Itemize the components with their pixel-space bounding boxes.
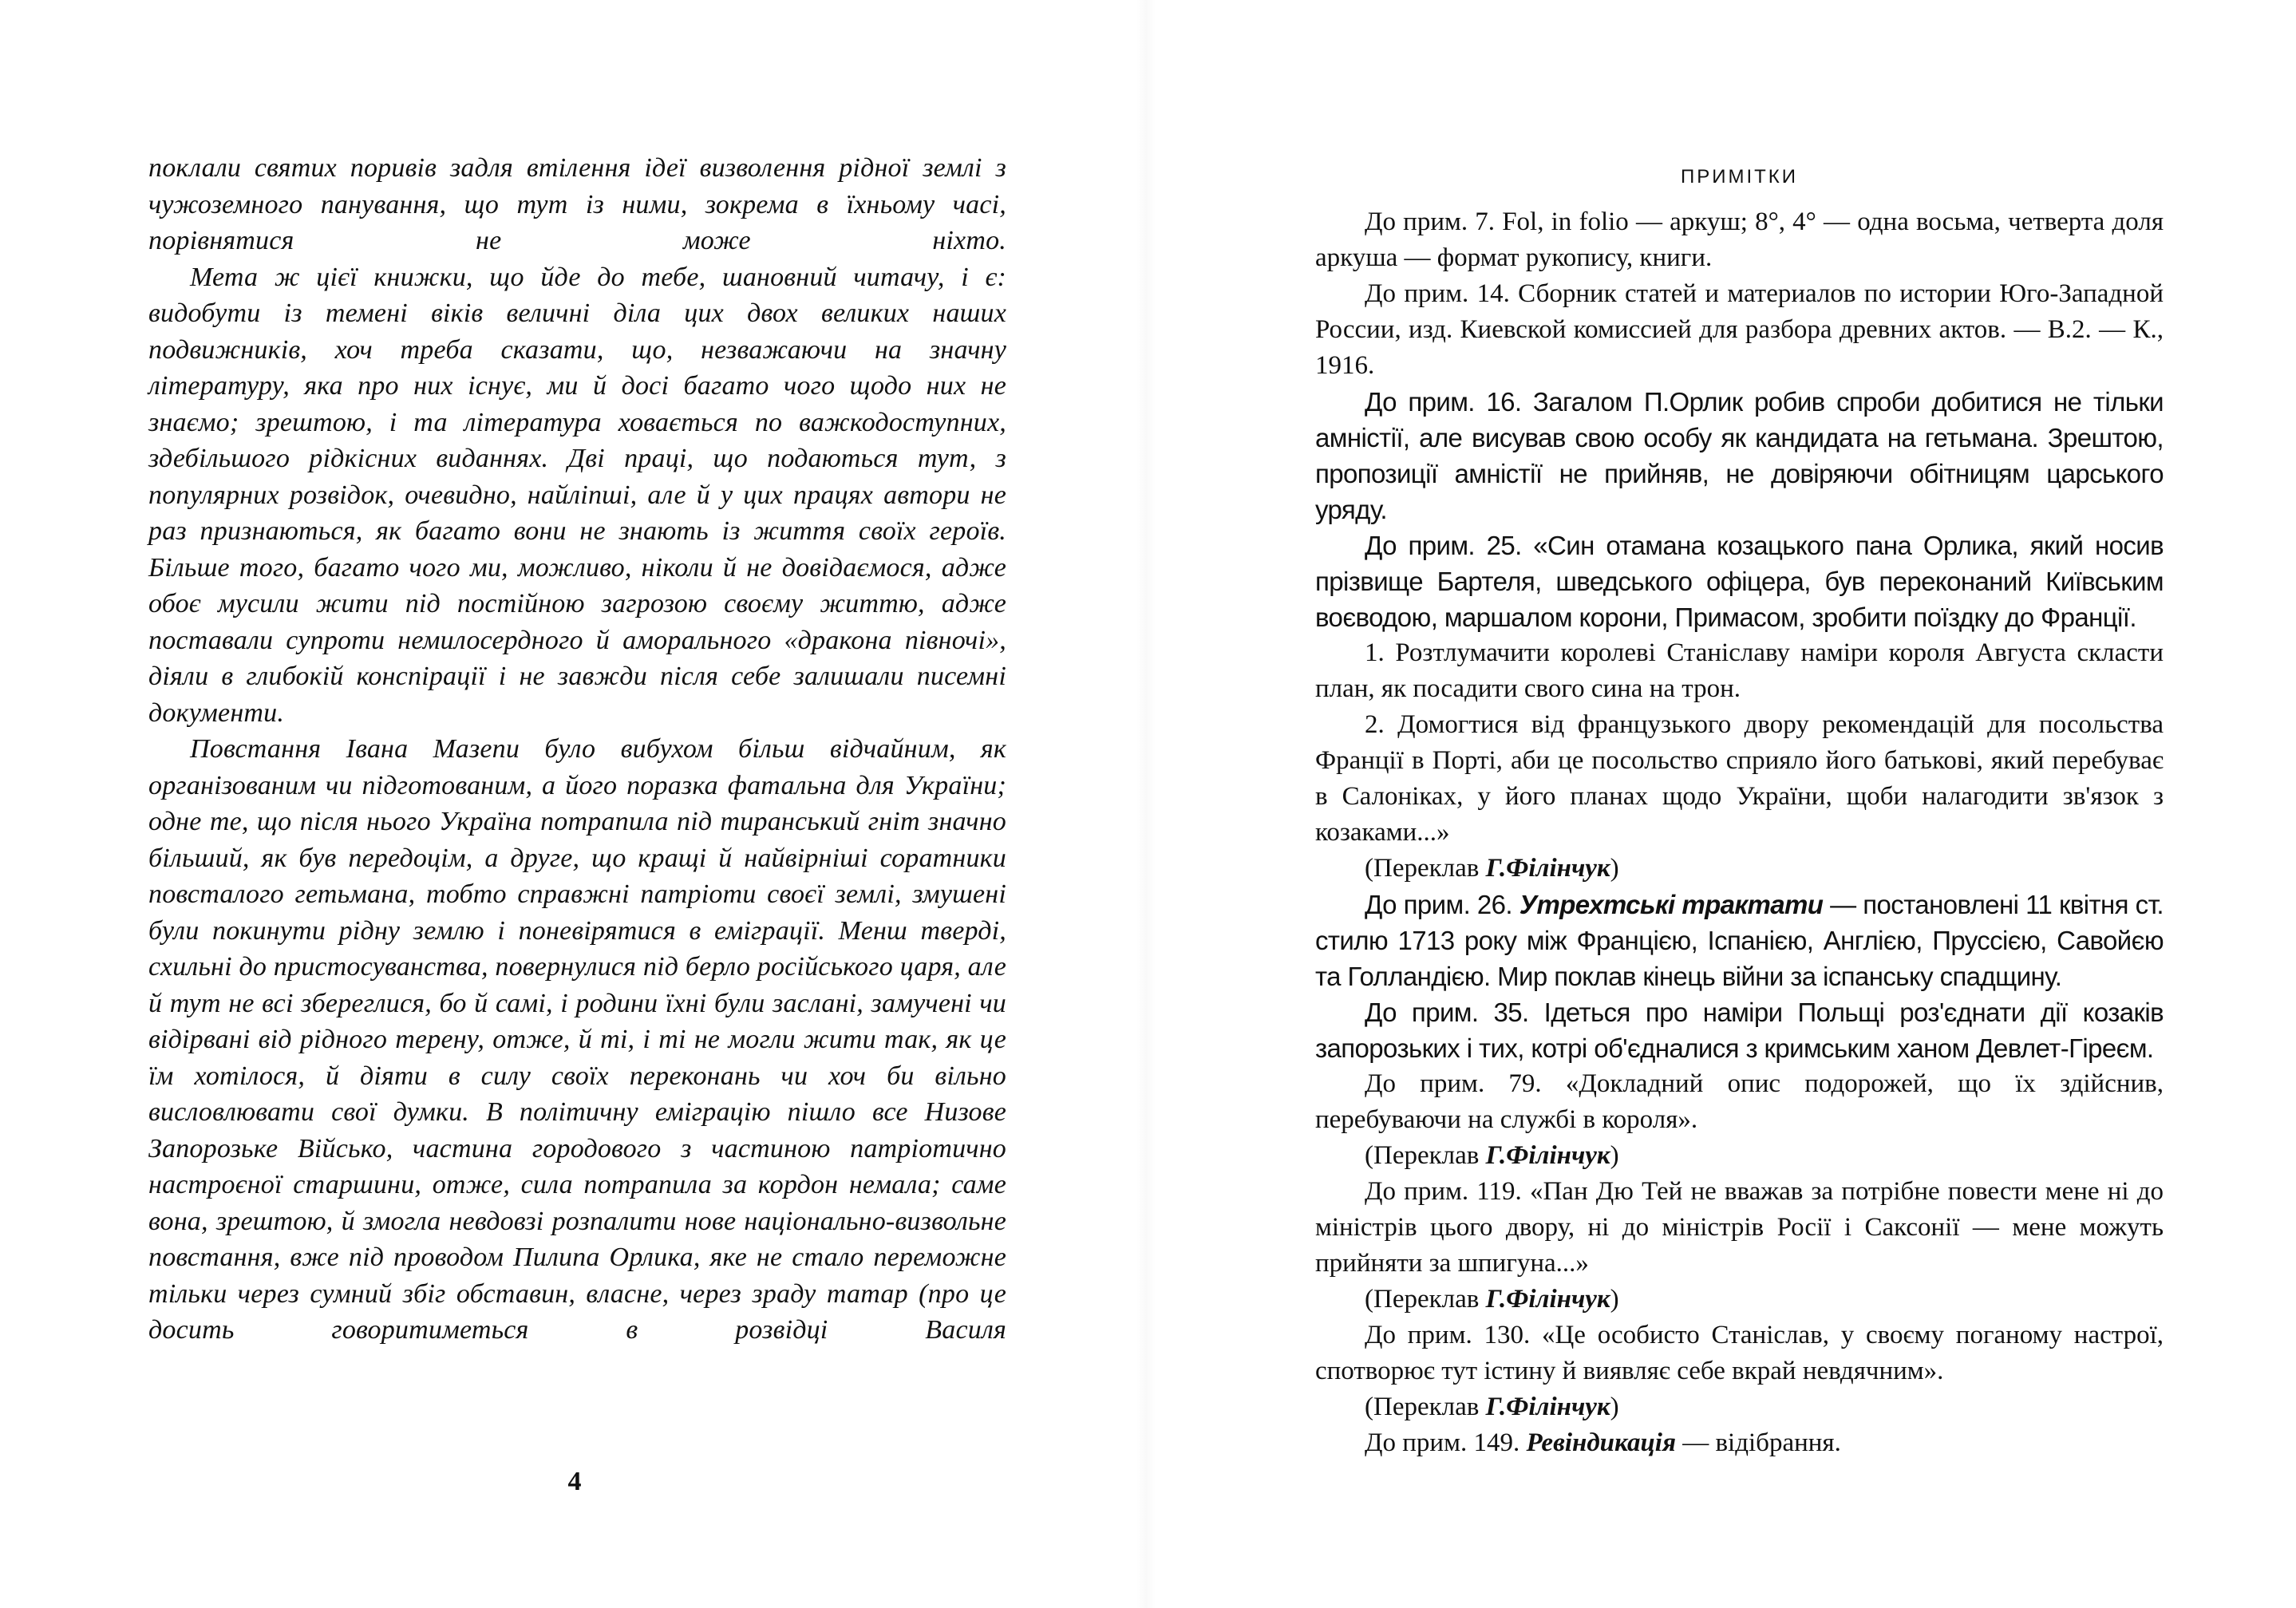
note-paragraph: До прим. 79. «Докладний опис подорожей, що їх здійснив, перебуваючи на службі в короля». bbox=[1315, 1069, 2164, 1134]
note-paragraph: До прим. 35. Ідеться про наміри Польщі роз'єднати дії козаків запорозьких і тих, котрі об'єдналися з кримським ханом Девлет-Гіреєм. bbox=[1315, 998, 2164, 1063]
translator-suffix: ) bbox=[1610, 1141, 1619, 1170]
note-prefix: До прим. 149. bbox=[1365, 1428, 1527, 1457]
note-paragraph bbox=[1315, 1425, 2164, 1461]
right-page bbox=[1315, 166, 2164, 1461]
translator-name: Г.Філінчук bbox=[1485, 1285, 1610, 1314]
translator-prefix: (Переклав bbox=[1365, 1141, 1486, 1170]
translator-name: Г.Філінчук bbox=[1485, 1141, 1610, 1170]
note-rest: — постановлені 11 квітня ст. стилю 1713 року між Францією, Іспанією, Англією, Пруссією, Савойєю та Голландією. Мир поклав кінець війни за іспанську спадщину. bbox=[1315, 890, 2164, 991]
note-paragraph: До прим. 119. «Пан Дю Тей не вважав за потрібне повести мене ні до міністрів цього двору, ні до міністрів Росії і Саксонії — мене можуть прийняти за шпигуна...» bbox=[1315, 1177, 2164, 1278]
left-paragraph: Мета ж цієї книжки, що йде до тебе, шановний читачу, і є: видобути із темені віків величні діла цих двох великих наших подвижників, хоч треба сказати, що, незважаючи на значну літературу, яка про них існує, ми й досі багато чого щодо них не знаємо; зрештою, і та література ховається по важкодоступних, здебільшого рідкісних виданнях. Дві праці, що подаються тут, з популярних розвідок, очевидно, найліпші, але й у цих працях автори не раз признаються, як багато вони не знають із життя своїх героїв. Більше того, багато чого ми, можливо, ніколи й не довідаємося, адже обоє мусили жити під постійною загрозою своєму життю, адже поставали супроти немилосердного й аморального «дракона півночі», діяли в глибокій конспірації і не завжди після себе залишали писемні документи. bbox=[148, 262, 1006, 728]
translator-credit bbox=[1315, 1389, 2164, 1425]
note-paragraph: До прим. 25. «Син отамана козацького пана Орлика, який носив прізвище Бартеля, шведського офіцера, був переконаний Київським воєводою, маршалом корони, Примасом, зробити поїздку до Франції. bbox=[1315, 531, 2164, 632]
book-gutter bbox=[1136, 0, 1156, 1608]
note-paragraph: До прим. 16. Загалом П.Орлик робив спроби добитися не тільки амністії, але висував свою особу як кандидата на гетьмана. Зрештою, пропозиції амністії не прийняв, не довіряючи обітницям царського уряду. bbox=[1315, 387, 2164, 524]
translator-credit bbox=[1315, 851, 2164, 887]
translator-suffix: ) bbox=[1610, 1285, 1619, 1314]
left-paragraph: поклали святих поривів задля втілення ідеї визволення рідної землі з чужоземного панування, що тут із ними, зокрема в їхньому часі, порівнятися не може ніхто. bbox=[148, 153, 1006, 255]
translator-prefix: (Переклав bbox=[1365, 854, 1486, 883]
note-term: Утрехтські трактати bbox=[1519, 890, 1824, 919]
translator-name: Г.Філінчук bbox=[1485, 854, 1610, 883]
translator-credit bbox=[1315, 1282, 2164, 1318]
note-paragraph: До прим. 14. Сборник статей и материалов по истории Юго-Западной России, изд. Киевской комиссией для разбора древних актов. — В.2. — К., 1916. bbox=[1315, 279, 2164, 380]
left-page bbox=[148, 150, 1006, 1349]
note-term: Ревіндикація bbox=[1526, 1428, 1676, 1457]
translator-credit bbox=[1315, 1138, 2164, 1174]
note-paragraph: 2. Домогтися від французького двору рекомендацій для посольства Франції в Порті, аби це посольство сприяло його батькові, який перебуває в Салоніках, у його планах щодо України, щоби налагодити зв'язок з козаками...» bbox=[1315, 710, 2164, 847]
left-paragraph: Повстання Івана Мазепи було вибухом більш відчайним, як організованим чи підготованим, а його поразка фатальна для України; одне те, що після нього Україна потрапила під тиранський гніт значно більший, як був передоцім, а друге, що кращі й найвірніші соратники повсталого гетьмана, тобто справжні патріоти своєї землі, змушені були покинути рідну землю і поневірятися в еміграції. Менш тверді, схильні до пристосуванства, повернулися під берло російського царя, але й тут не всі збереглися, бо й самі, і родини їхні були заслані, замучені чи відірвані від рідного терену, отже, й ті, і ті не могли жити так, як це їм хотілося, й діяти в силу своїх переконань чи хоч би вільно висловлювати свої думки. В політичну еміграцію пішло все Низове Запорозьке Військо, частина городового з частиною патріотично настроєної старшини, отже, сила потрапила за кордон немала; саме вона, зрештою, й змогла невдовзі розпалити нове національно-визвольне повстання, вже під проводом Пилипа Орлика, яке не стало переможне тільки через сумний збіг обставин, власне, через зраду татар (про це досить говоритиметься в розвідці Василя bbox=[148, 734, 1006, 1345]
note-paragraph bbox=[1315, 887, 2164, 994]
translator-prefix: (Переклав bbox=[1365, 1393, 1486, 1421]
note-paragraph: 1. Розтлумачити королеві Станіславу наміри короля Августа скласти план, як посадити свого сина на трон. bbox=[1315, 638, 2164, 703]
note-rest: — відібрання. bbox=[1675, 1428, 1841, 1457]
note-prefix: До прим. 26. bbox=[1365, 890, 1519, 919]
note-paragraph: До прим. 130. «Це особисто Станіслав, у своєму поганому настрої, спотворює тут істину й виявляє себе вкрай невдячним». bbox=[1315, 1321, 2164, 1385]
notes-title: ПРИМІТКИ bbox=[1680, 166, 1799, 188]
translator-suffix: ) bbox=[1610, 1393, 1619, 1421]
note-paragraph: До прим. 7. Fol, in folio — аркуш; 8°, 4° — одна восьма, четверта доля аркуша — формат рукопису, книги. bbox=[1315, 207, 2164, 272]
page-number: 4 bbox=[567, 1467, 582, 1496]
translator-prefix: (Переклав bbox=[1365, 1285, 1486, 1314]
translator-name: Г.Філінчук bbox=[1485, 1393, 1610, 1421]
translator-suffix: ) bbox=[1610, 854, 1619, 883]
